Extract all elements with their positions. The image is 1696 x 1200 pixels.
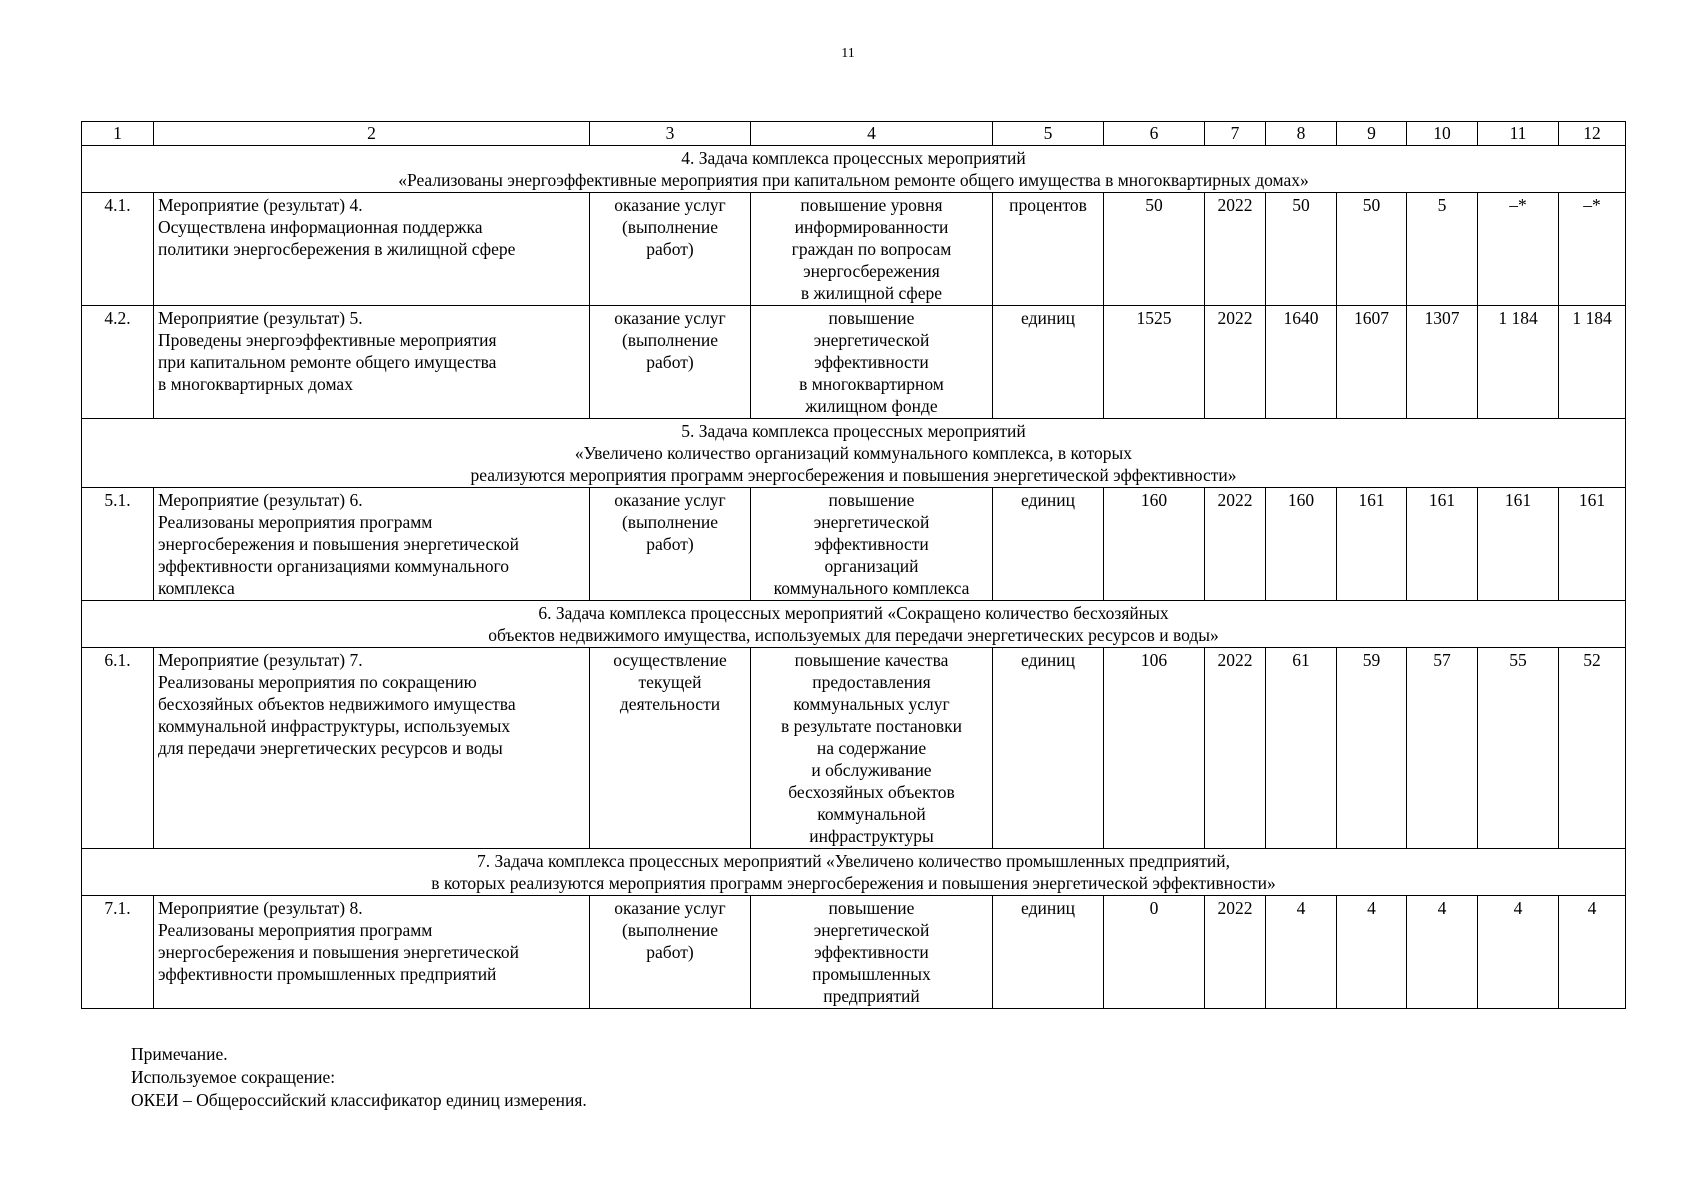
base-year: 2022 <box>1205 648 1266 849</box>
notes <box>131 1043 587 1112</box>
base-value: 50 <box>1104 193 1205 306</box>
measure-name: Мероприятие (результат) 5. Проведены энергоэффективные мероприятия при капитальном ремонте общего имущества в многоквартирных домах <box>154 306 590 419</box>
table-row <box>82 193 1626 306</box>
base-value: 160 <box>1104 488 1205 601</box>
value-col-9: 4 <box>1337 896 1407 1009</box>
value-col-11: 4 <box>1478 896 1559 1009</box>
base-value: 1525 <box>1104 306 1205 419</box>
measure-type: оказание услуг (выполнение работ) <box>590 896 751 1009</box>
table-row <box>82 488 1626 601</box>
row-number: 4.1. <box>82 193 154 306</box>
base-value: 106 <box>1104 648 1205 849</box>
value-col-12: 1 184 <box>1559 306 1626 419</box>
header-cell: 4 <box>751 122 993 146</box>
measure-type: оказание услуг (выполнение работ) <box>590 193 751 306</box>
header-cell: 9 <box>1337 122 1407 146</box>
value-col-8: 160 <box>1266 488 1337 601</box>
value-col-10: 5 <box>1407 193 1478 306</box>
table-row <box>82 896 1626 1009</box>
value-col-12: –* <box>1559 193 1626 306</box>
unit: единиц <box>993 488 1104 601</box>
measure-characteristic: повышение качества предоставления коммунальных услуг в результате постановки на содержание и обслуживание бесхозяйных объектов коммунальной инфраструктуры <box>751 648 993 849</box>
measure-type: осуществление текущей деятельности <box>590 648 751 849</box>
row-number: 6.1. <box>82 648 154 849</box>
value-col-11: 161 <box>1478 488 1559 601</box>
row-number: 4.2. <box>82 306 154 419</box>
measure-characteristic: повышение энергетической эффективности промышленных предприятий <box>751 896 993 1009</box>
header-cell: 10 <box>1407 122 1478 146</box>
task-row-4 <box>82 146 1626 193</box>
value-col-8: 1640 <box>1266 306 1337 419</box>
table-row <box>82 648 1626 849</box>
header-cell: 3 <box>590 122 751 146</box>
table-row <box>82 306 1626 419</box>
task-row-7 <box>82 849 1626 896</box>
header-cell: 7 <box>1205 122 1266 146</box>
header-cell: 8 <box>1266 122 1337 146</box>
value-col-8: 61 <box>1266 648 1337 849</box>
indicators-table <box>81 121 1626 1009</box>
value-col-10: 1307 <box>1407 306 1478 419</box>
row-number: 5.1. <box>82 488 154 601</box>
header-cell: 6 <box>1104 122 1205 146</box>
unit: единиц <box>993 648 1104 849</box>
value-col-12: 52 <box>1559 648 1626 849</box>
page-number: 11 <box>841 46 855 61</box>
note-title: Примечание. <box>131 1044 228 1064</box>
base-year: 2022 <box>1205 193 1266 306</box>
unit: процентов <box>993 193 1104 306</box>
abbreviation-okei: ОКЕИ – Общероссийский классификатор единиц измерения. <box>131 1090 587 1110</box>
value-col-12: 4 <box>1559 896 1626 1009</box>
value-col-9: 59 <box>1337 648 1407 849</box>
value-col-8: 4 <box>1266 896 1337 1009</box>
value-col-9: 161 <box>1337 488 1407 601</box>
base-value: 0 <box>1104 896 1205 1009</box>
measure-name: Мероприятие (результат) 8. Реализованы мероприятия программ энергосбережения и повышения энергетической эффективности промышленных предприятий <box>154 896 590 1009</box>
measure-name: Мероприятие (результат) 6. Реализованы мероприятия программ энергосбережения и повышения энергетической эффективности организациями коммунального комплекса <box>154 488 590 601</box>
header-cell: 1 <box>82 122 154 146</box>
measure-name: Мероприятие (результат) 7. Реализованы мероприятия по сокращению бесхозяйных объектов недвижимого имущества коммунальной инфраструктуры, используемых для передачи энергетических ресурсов и воды <box>154 648 590 849</box>
value-col-11: 1 184 <box>1478 306 1559 419</box>
header-cell: 11 <box>1478 122 1559 146</box>
task-title: 5. Задача комплекса процессных мероприятий «Увеличено количество организаций коммунального комплекса, в которых реализуются мероприятия программ энергосбережения и повышения энергетической эффективности» <box>82 419 1626 488</box>
unit: единиц <box>993 896 1104 1009</box>
header-cell: 2 <box>154 122 590 146</box>
base-year: 2022 <box>1205 306 1266 419</box>
header-cell: 5 <box>993 122 1104 146</box>
measure-name: Мероприятие (результат) 4. Осуществлена информационная поддержка политики энергосбережения в жилищной сфере <box>154 193 590 306</box>
task-title: 6. Задача комплекса процессных мероприятий «Сокращено количество бесхозяйных объектов недвижимого имущества, используемых для передачи энергетических ресурсов и воды» <box>82 601 1626 648</box>
value-col-10: 57 <box>1407 648 1478 849</box>
task-row-6 <box>82 601 1626 648</box>
value-col-11: –* <box>1478 193 1559 306</box>
row-number: 7.1. <box>82 896 154 1009</box>
measure-characteristic: повышение энергетической эффективности в многоквартирном жилищном фонде <box>751 306 993 419</box>
task-title: 7. Задача комплекса процессных мероприятий «Увеличено количество промышленных предприятий, в которых реализуются мероприятия программ энергосбережения и повышения энергетической эффективности» <box>82 849 1626 896</box>
task-title: 4. Задача комплекса процессных мероприятий «Реализованы энергоэффективные мероприятия при капитальном ремонте общего имущества в многоквартирных домах» <box>82 146 1626 193</box>
task-row-5 <box>82 419 1626 488</box>
measure-type: оказание услуг (выполнение работ) <box>590 488 751 601</box>
abbreviation-heading: Используемое сокращение: <box>131 1067 336 1087</box>
header-cell: 12 <box>1559 122 1626 146</box>
value-col-11: 55 <box>1478 648 1559 849</box>
base-year: 2022 <box>1205 488 1266 601</box>
indicators-table-wrap <box>81 121 1625 1009</box>
header-row <box>82 122 1626 146</box>
unit: единиц <box>993 306 1104 419</box>
measure-type: оказание услуг (выполнение работ) <box>590 306 751 419</box>
value-col-10: 4 <box>1407 896 1478 1009</box>
value-col-9: 1607 <box>1337 306 1407 419</box>
value-col-12: 161 <box>1559 488 1626 601</box>
value-col-8: 50 <box>1266 193 1337 306</box>
base-year: 2022 <box>1205 896 1266 1009</box>
measure-characteristic: повышение уровня информированности граждан по вопросам энергосбережения в жилищной сфере <box>751 193 993 306</box>
measure-characteristic: повышение энергетической эффективности организаций коммунального комплекса <box>751 488 993 601</box>
value-col-9: 50 <box>1337 193 1407 306</box>
value-col-10: 161 <box>1407 488 1478 601</box>
